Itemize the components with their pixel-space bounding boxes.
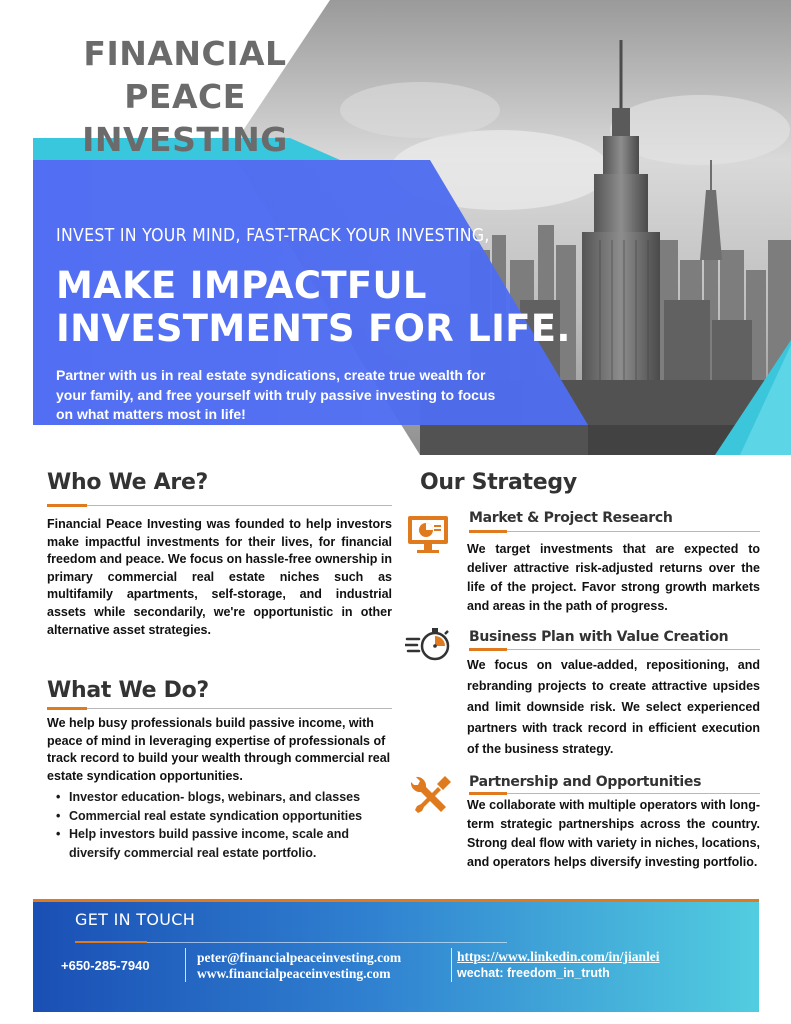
wrench-screwdriver-icon xyxy=(405,772,455,816)
list-item: • Help investors build passive income, scale and diversify commercial real estate portfolio. xyxy=(47,825,392,862)
what-we-do-title: What We Do? xyxy=(47,678,209,703)
stopwatch-icon xyxy=(405,623,455,667)
who-we-are-section xyxy=(47,470,392,639)
strategy-title: Business Plan with Value Creation xyxy=(469,629,729,645)
hero-description: Partner with us in real estate syndications, create true wealth for your family, and free yourself with truly passive investing to focus on what matters most in life! xyxy=(56,367,496,422)
what-we-do-section xyxy=(47,678,392,862)
get-in-touch-title: GET IN TOUCH xyxy=(75,910,196,929)
hero-tagline: INVEST IN YOUR MIND, FAST-TRACK YOUR INVESTING, xyxy=(56,226,490,246)
headline-line-2: INVESTMENTS FOR LIFE. xyxy=(56,307,571,350)
website-link[interactable]: www.financialpeaceinvesting.com xyxy=(197,966,391,981)
strategy-item-partnership xyxy=(405,770,760,895)
email-link[interactable]: peter@financialpeaceinvesting.com xyxy=(197,950,402,965)
strategy-text: We collaborate with multiple operators with long-term strategic partnerships across the country. Strong deal flow with variety in niches, locations, and operators helps diversify investing portfolio. xyxy=(467,798,760,869)
headline-line-1: MAKE IMPACTFUL xyxy=(56,264,427,307)
our-strategy-title: Our Strategy xyxy=(420,470,577,495)
footer-divider xyxy=(147,942,507,943)
services-list xyxy=(47,788,392,862)
what-we-do-text: We help busy professionals build passive income, with peace of mind in leveraging expertise of professionals of track record to build your wealth through commercial real estate syndication opportunities. xyxy=(47,716,391,783)
strategy-text: We focus on value-added, repositioning, and rebranding projects to create attractive upsides and limit downside risk. We select experienced partners with track record in efficient execution of the business strategy. xyxy=(467,658,760,756)
strategy-divider xyxy=(469,531,760,532)
who-we-are-text: Financial Peace Investing was founded to help investors make impactful investments for their lives, for financial freedom and peace. We focus on hassle-free ownership in primary commercial real estate niches such as multifamily apartments, self-storage, and industrial assets while secondarily, we're opportunistic in other alternative asset strategies. xyxy=(47,517,392,637)
list-item: • Commercial real estate syndication opportunities xyxy=(47,807,392,826)
strategy-divider xyxy=(469,793,760,794)
who-we-are-title: Who We Are? xyxy=(47,470,209,495)
strategy-item-business-plan xyxy=(405,623,760,763)
strategy-text: We target investments that are expected to deliver attractive risk-adjusted returns over the life of the project. Favor strong growth markets and areas in the path of progress. xyxy=(467,542,760,613)
footer-separator xyxy=(185,948,186,982)
strategy-item-market-research xyxy=(405,505,760,615)
list-item: • Investor education- blogs, webinars, and classes xyxy=(47,788,392,807)
linkedin-link[interactable]: https://www.linkedin.com/in/jianlei xyxy=(457,949,660,964)
brand-line-2: INVESTING xyxy=(82,120,288,159)
brand-line-1: FINANCIAL PEACE xyxy=(83,34,287,116)
footer-separator xyxy=(451,948,452,982)
brand-title xyxy=(20,32,350,161)
strategy-divider xyxy=(469,649,760,650)
section-divider xyxy=(47,505,392,506)
contact-footer xyxy=(33,902,759,1012)
hero-headline xyxy=(56,264,571,350)
phone-number[interactable]: +650-285-7940 xyxy=(61,958,150,973)
section-divider xyxy=(47,708,392,709)
footer-accent-rule xyxy=(75,941,147,943)
wechat-id: wechat: freedom_in_truth xyxy=(457,966,610,980)
market-research-monitor-icon xyxy=(405,513,455,557)
strategy-title: Market & Project Research xyxy=(469,510,673,526)
strategy-title: Partnership and Opportunities xyxy=(469,774,702,790)
